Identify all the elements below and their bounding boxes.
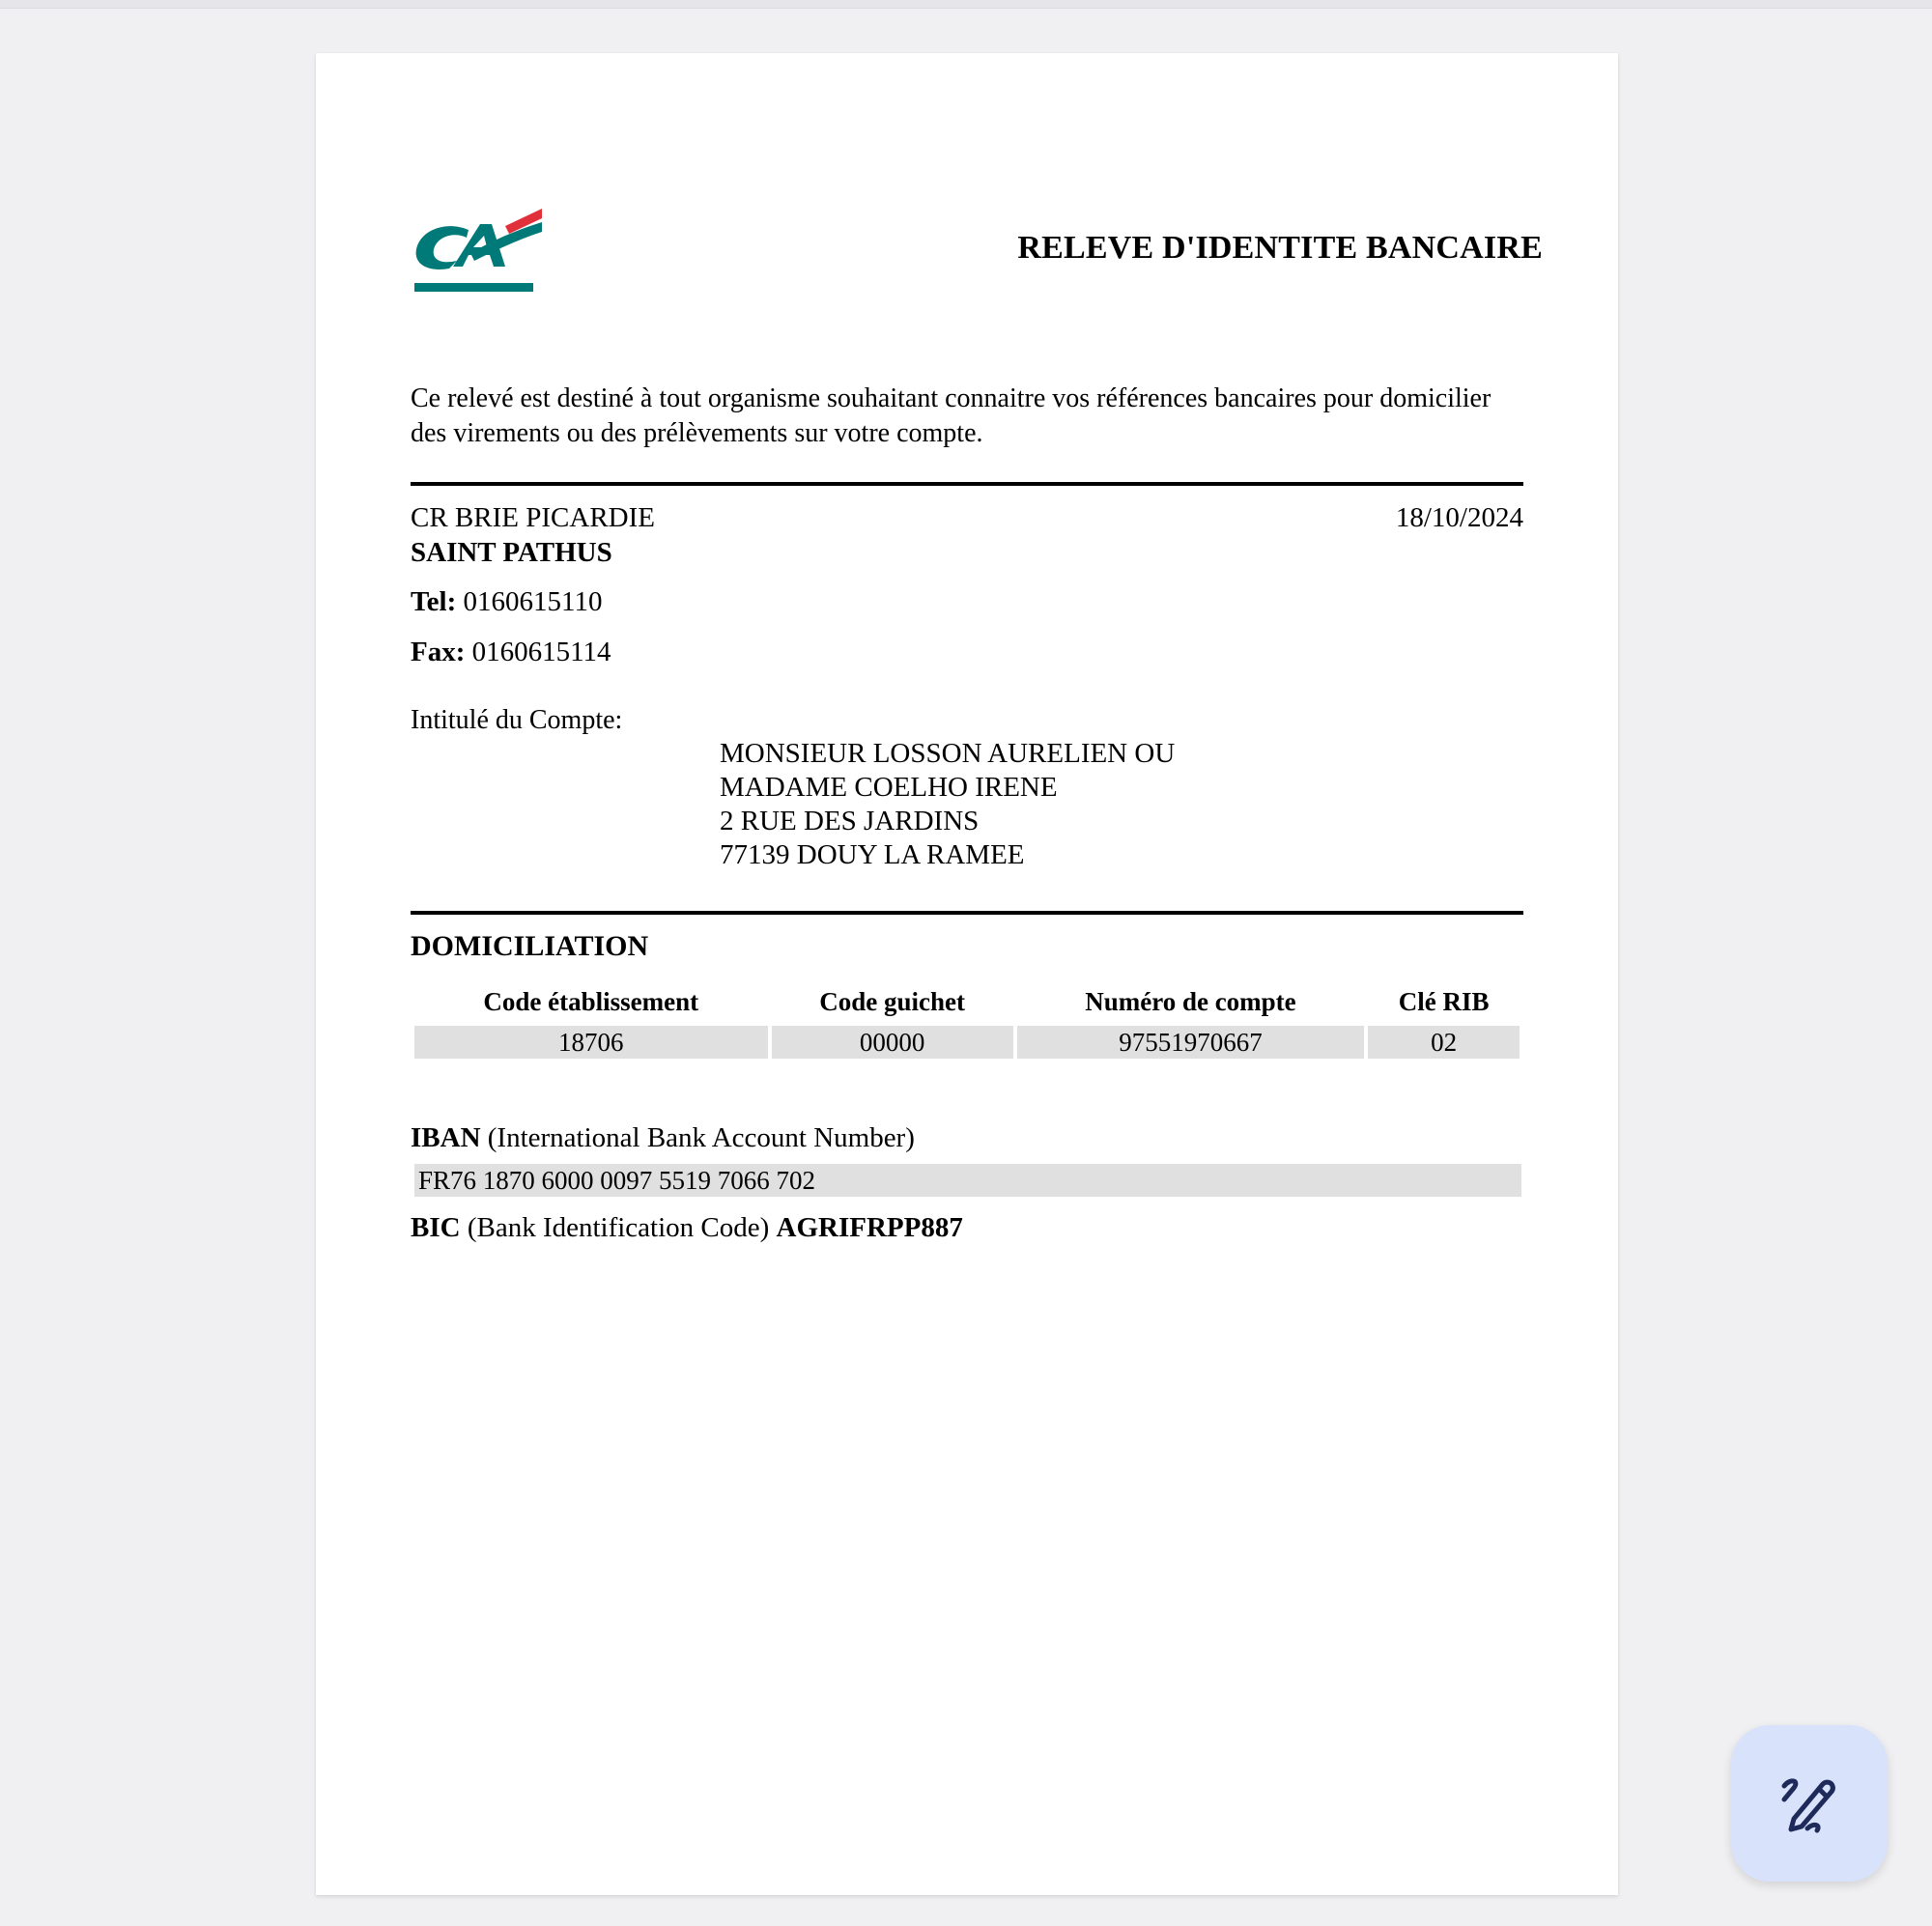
fax-value: 0160615114 — [471, 637, 611, 667]
bic-value: AGRIFRPP887 — [776, 1212, 963, 1243]
account-title-label: Intitulé du Compte: — [411, 705, 623, 735]
rib-table — [411, 983, 1523, 1061]
account-holder-line: 77139 DOUY LA RAMEE — [720, 839, 1025, 870]
tel-line — [411, 584, 602, 619]
bank-logo — [412, 203, 543, 299]
tel-value: 0160615110 — [463, 586, 603, 617]
agency-branch: SAINT PATHUS — [411, 537, 612, 568]
account-holder-line: MADAME COELHO IRENE — [720, 772, 1058, 803]
code-guichet-value: 00000 — [772, 1026, 1013, 1059]
agency-block — [411, 500, 655, 570]
divider — [411, 482, 1523, 486]
account-holder-line: 2 RUE DES JARDINS — [720, 806, 980, 836]
account-holder-line: MONSIEUR LOSSON AURELIEN OU — [720, 738, 1176, 769]
bic-description: (Bank Identification Code) — [467, 1212, 770, 1243]
draw-signature-icon — [1778, 1772, 1840, 1834]
fax-label: Fax: — [411, 637, 466, 667]
cle-rib-value: 02 — [1368, 1026, 1520, 1059]
column-header: Numéro de compte — [1085, 986, 1296, 1016]
document-page — [316, 53, 1618, 1895]
rib-value-row — [414, 1026, 1520, 1059]
iban-value: FR76 1870 6000 0097 5519 7066 702 — [414, 1164, 1521, 1197]
top-toolbar — [0, 0, 1932, 9]
bic-label: BIC — [411, 1212, 461, 1243]
column-header: Code guichet — [819, 986, 965, 1016]
iban-label: IBAN — [411, 1122, 481, 1153]
iban-description: (International Bank Account Number) — [487, 1122, 915, 1153]
column-header: Clé RIB — [1398, 986, 1490, 1016]
column-header: Code établissement — [483, 986, 699, 1016]
rib-header-row — [414, 985, 1520, 1024]
iban-label-line — [411, 1122, 915, 1154]
document-date: 18/10/2024 — [1395, 502, 1523, 533]
numero-compte-value: 97551970667 — [1017, 1026, 1365, 1059]
code-etablissement-value: 18706 — [414, 1026, 768, 1059]
tel-label: Tel: — [411, 586, 457, 617]
document-title: RELEVE D'IDENTITE BANCAIRE — [1017, 230, 1543, 266]
account-holder-block — [720, 737, 1175, 872]
domiciliation-heading: DOMICILIATION — [411, 930, 649, 962]
sign-document-button[interactable] — [1731, 1725, 1888, 1882]
divider — [411, 911, 1523, 915]
fax-line — [411, 635, 611, 669]
intro-text: Ce relevé est destiné à tout organisme souhaitant connaitre vos références bancaires pour domicilier des virements ou des prélèvements sur votre compte. — [411, 383, 1492, 448]
bic-line — [411, 1212, 963, 1244]
agency-name: CR BRIE PICARDIE — [411, 502, 655, 533]
